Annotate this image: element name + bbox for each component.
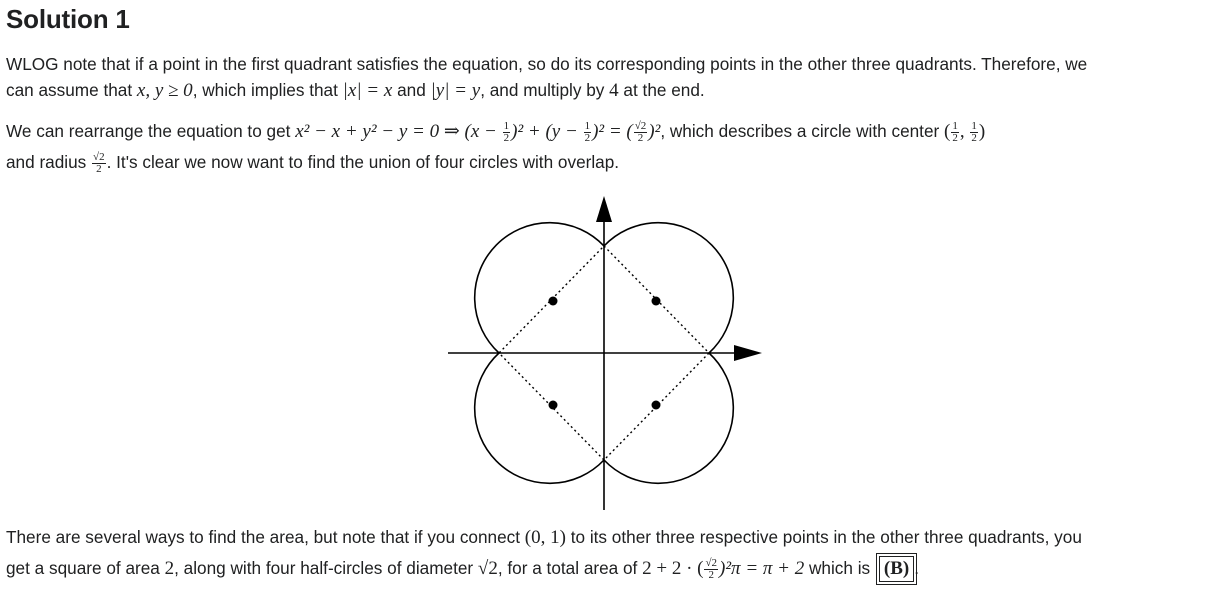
text: , which implies that — [192, 80, 343, 100]
y-axis-arrow — [596, 196, 612, 222]
paragraph-rearrange-line-2 — [6, 149, 1196, 175]
x-axis-arrow — [734, 345, 762, 361]
text: , along with four half-circles of diameter — [174, 558, 478, 578]
fraction-half: $\frac{1}{2}$ — [503, 119, 510, 144]
circle-top-right — [604, 223, 733, 353]
text: We can rearrange the equation to get — [6, 121, 296, 141]
math-two: 2 — [164, 558, 175, 579]
text: at the end. — [618, 80, 705, 100]
paragraph-symmetry-line-1: WLOG note that if a point in the first quadrant satisfies the equation, so do its corresponding points in the other three quadrants. Therefore, we — [6, 54, 1088, 74]
fraction-half: $\frac{1}{2}$ — [971, 119, 977, 144]
circle-bottom-left — [475, 353, 604, 483]
solution-heading: Solution 1 — [6, 4, 130, 34]
text: and radius — [6, 152, 92, 172]
paragraph-symmetry — [6, 51, 1196, 104]
text: , which describes a circle with center — [660, 121, 945, 141]
center-point — [549, 401, 558, 410]
fraction-half: $\frac{1}{2}$ — [584, 119, 591, 144]
four-circles-diagram — [440, 192, 770, 514]
circle-top-left — [475, 223, 604, 353]
math-four: 4 — [609, 80, 619, 101]
math-nonneg: x, y ≥ 0 — [136, 80, 193, 101]
paragraph-symmetry-line-2 — [6, 77, 1196, 104]
paragraph-area — [6, 524, 1196, 582]
text: and — [392, 80, 431, 100]
paragraph-area-line-1 — [6, 524, 1196, 551]
math-center: ( — [944, 121, 951, 142]
text: get a square of area — [6, 558, 165, 578]
fraction-half: $\frac{1}{2}$ — [952, 119, 958, 144]
paragraph-rearrange — [6, 118, 1196, 175]
math-center: , — [959, 121, 970, 142]
text: which is — [804, 558, 875, 578]
math-total: )²π = π + 2 — [719, 558, 805, 579]
text: . It's clear we now want to find the union of four circles with overlap. — [106, 152, 620, 172]
text: There are several ways to find the area, but note that if you connect — [6, 527, 525, 547]
math-sqrt2: √2 — [477, 558, 498, 579]
circle-bottom-right — [604, 353, 733, 483]
math-point: (0, 1) — [524, 527, 566, 548]
text: , and multiply by — [480, 80, 610, 100]
math-equation: )² + (y − — [511, 121, 583, 142]
paragraph-area-line-2 — [6, 555, 1196, 582]
text: . — [914, 558, 920, 578]
center-point — [652, 297, 661, 306]
center-point — [549, 297, 558, 306]
answer-box: (B) — [879, 556, 914, 582]
center-point — [652, 401, 661, 410]
math-center: ) — [978, 121, 986, 142]
fraction-sqrt2-over-2: $\frac{√2}{2}$ — [705, 556, 718, 581]
math-total: 2 + 2 · ( — [642, 558, 704, 579]
text: can assume that — [6, 80, 137, 100]
text: , for a total area of — [497, 558, 643, 578]
math-abs-x: |x| = x — [342, 80, 393, 101]
math-equation: x² − x + y² − y = 0 ⇒ (x − — [295, 121, 502, 142]
fraction-radius: $\frac{√2}{2}$ — [93, 150, 105, 175]
paragraph-rearrange-line-1 — [6, 118, 1196, 145]
math-abs-y: |y| = y — [430, 80, 481, 101]
text: to its other three respective points in the other three quadrants, you — [565, 527, 1082, 547]
math-equation: )² = ( — [592, 121, 633, 142]
fraction-sqrt2-over-2: $\frac{√2}{2}$ — [634, 119, 647, 144]
math-equation: )² — [648, 121, 661, 142]
